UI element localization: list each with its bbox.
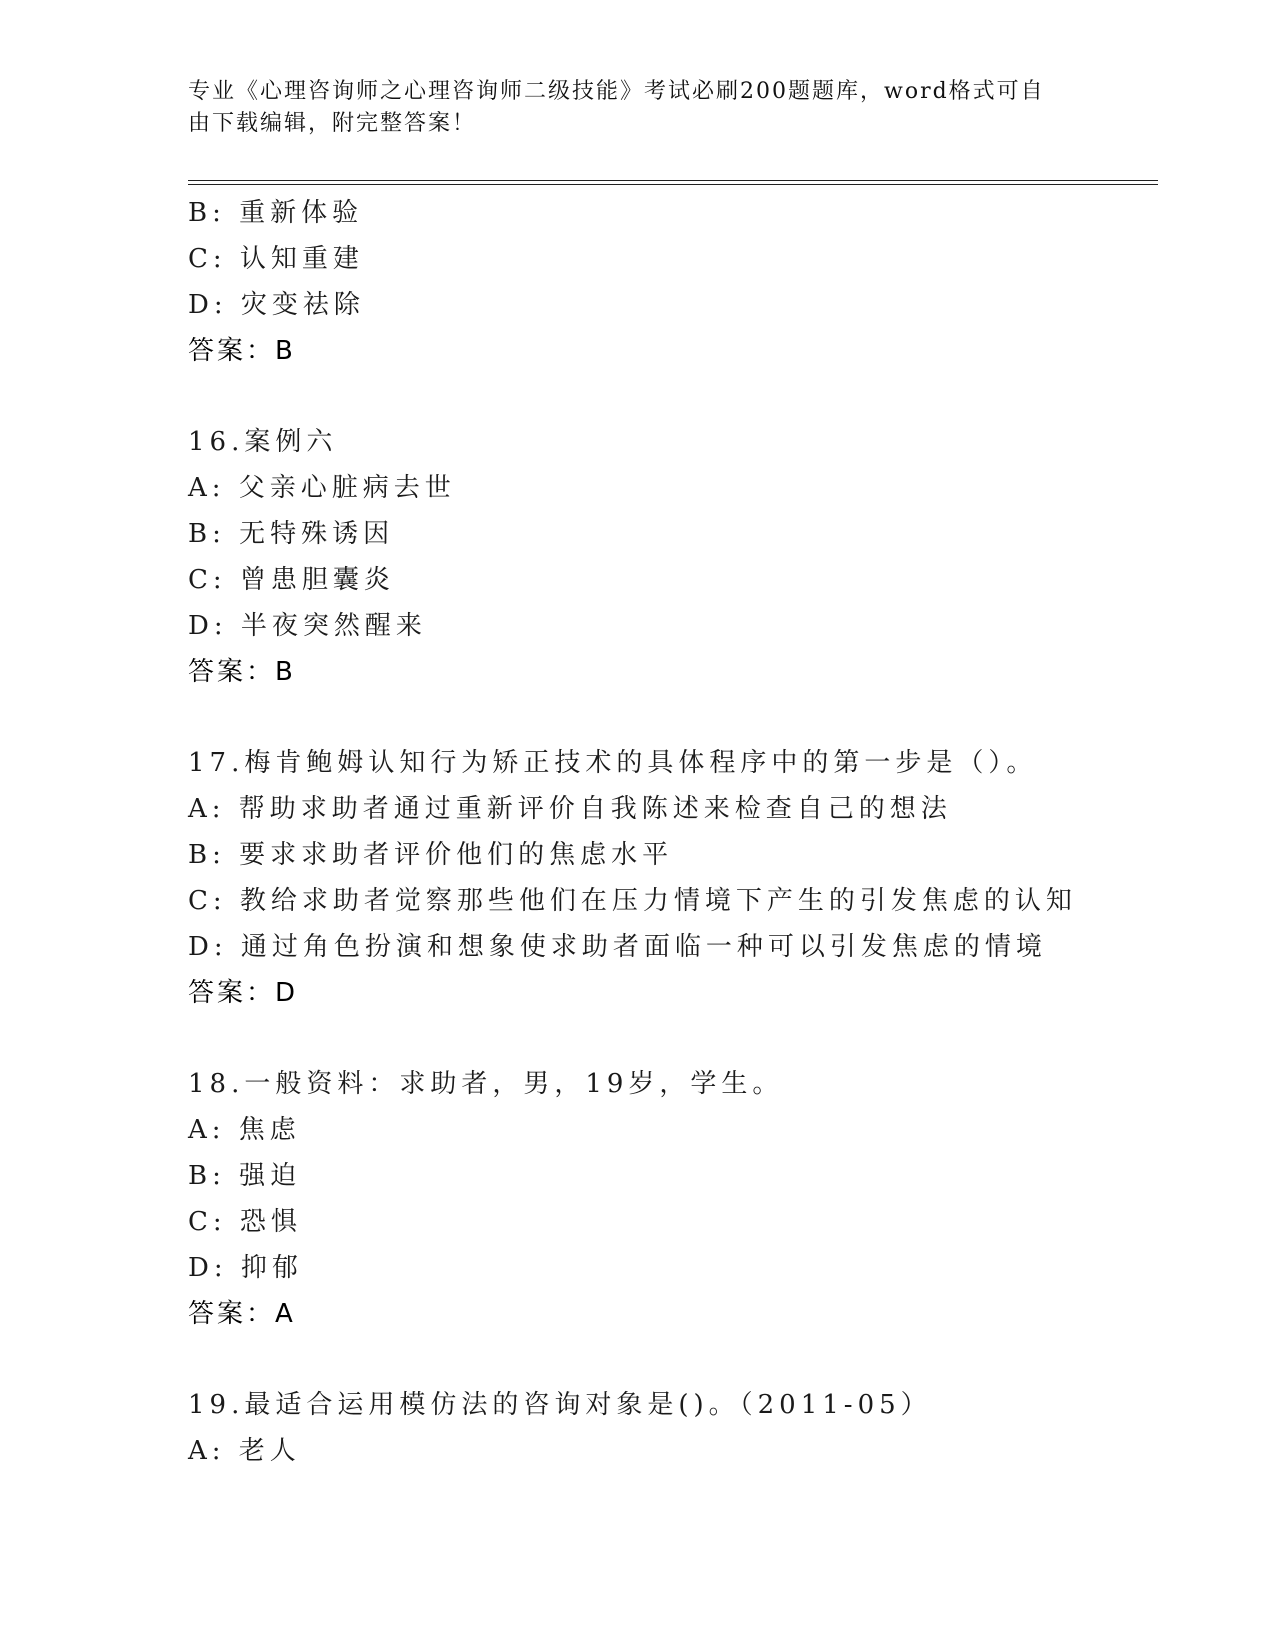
header-line-1: 专业《心理咨询师之心理咨询师二级技能》考试必刷200题题库，word格式可自	[188, 79, 1045, 104]
option-d: D: 通过角色扮演和想象使求助者面临一种可以引发焦虑的情境	[188, 932, 1047, 962]
question-18	[188, 1061, 1168, 1337]
option-d: D: 灾变祛除	[188, 290, 365, 320]
option-a: A: 父亲心脏病去世	[188, 473, 456, 503]
document-header	[188, 76, 1088, 140]
question-17	[188, 740, 1168, 1016]
option-c: C: 曾患胆囊炎	[188, 565, 395, 595]
answer: 答案：B	[188, 657, 296, 687]
header-divider-top	[188, 180, 1158, 181]
option-a: A: 焦虑	[188, 1115, 301, 1145]
option-b: B: 无特殊诱因	[188, 519, 395, 549]
question-stem: 17.梅肯鲍姆认知行为矫正技术的具体程序中的第一步是（）。	[188, 748, 1038, 778]
header-divider-bottom	[188, 184, 1158, 185]
option-d: D: 半夜突然醒来	[188, 611, 427, 641]
option-b: B: 要求求助者评价他们的焦虑水平	[188, 840, 674, 870]
question-stem: 16.案例六	[188, 427, 338, 457]
option-c: C: 恐惧	[188, 1207, 302, 1237]
question-stem: 18.一般资料：求助者，男，19岁，学生。	[188, 1069, 784, 1099]
question-16	[188, 419, 1168, 695]
question-list	[188, 190, 1168, 1474]
option-a: A: 老人	[188, 1436, 301, 1466]
option-a: A: 帮助求助者通过重新评价自我陈述来检查自己的想法	[188, 794, 952, 824]
question-19	[188, 1382, 1168, 1474]
option-c: C: 认知重建	[188, 244, 364, 274]
question-stem: 19.最适合运用模仿法的咨询对象是()。（2011-05）	[188, 1390, 932, 1420]
option-c: C: 教给求助者觉察那些他们在压力情境下产生的引发焦虑的认知	[188, 886, 1077, 916]
option-b: B: 强迫	[188, 1161, 302, 1191]
spacer	[188, 1016, 1168, 1061]
answer: 答案：B	[188, 336, 296, 366]
option-b: B: 重新体验	[188, 198, 364, 228]
option-d: D: 抑郁	[188, 1253, 303, 1283]
answer: 答案：A	[188, 1299, 296, 1329]
spacer	[188, 374, 1168, 419]
spacer	[188, 1337, 1168, 1382]
answer: 答案：D	[188, 978, 299, 1008]
question-15-continuation	[188, 190, 1168, 374]
spacer	[188, 695, 1168, 740]
header-line-2: 由下载编辑，附完整答案！	[188, 111, 477, 136]
